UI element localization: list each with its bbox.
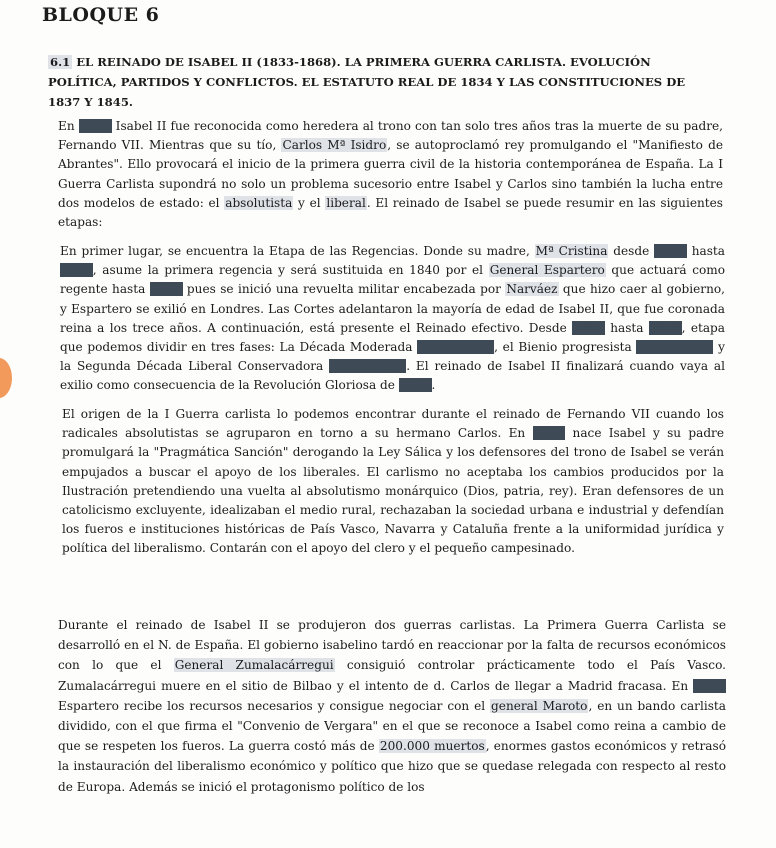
text: En primer lugar, se encuentra la Etapa de las Regencias. Donde su madre, <box>60 244 535 258</box>
text: . El reinado de Isabel II finalizará cuando vaya al exilio como consecuencia de la Revolución Gloriosa de <box>60 359 725 393</box>
highlight-year: 1868 <box>649 320 681 335</box>
text: que actuará como regente hasta <box>60 263 726 297</box>
highlight-name: Carlos Mª Isidro <box>282 138 387 153</box>
paragraph-1 <box>58 117 723 232</box>
text: y el <box>293 195 326 210</box>
text: desde <box>608 244 655 258</box>
text: . El reinado de Isabel se puede resumir en las siguientes etapas: <box>58 195 723 230</box>
text: , etapa que podemos dividir en tres fases: La Década Moderada <box>60 320 725 355</box>
highlight-year: 1843 <box>150 282 182 297</box>
highlight-year: (1844-1854) <box>418 340 494 355</box>
highlight-year: (1856-1868) <box>330 359 406 374</box>
highlight-year: (1854-1856) <box>637 340 713 355</box>
section-number: 6.1 <box>50 55 71 69</box>
text: hasta <box>686 244 725 258</box>
highlight-term: absolutista <box>225 195 293 210</box>
paragraph-2 <box>60 242 725 396</box>
highlight-term: liberal <box>326 195 366 210</box>
highlight-term: 200.000 muertos <box>379 739 485 754</box>
bloque-title: BLOQUE 6 <box>42 4 160 26</box>
text: y la Segunda Década Liberal Conservadora <box>60 340 725 374</box>
highlight-name: general Maroto <box>491 698 588 713</box>
paragraph-3 <box>62 405 724 559</box>
text: Durante el reinado de Isabel II se produjeron dos guerras carlistas. La Primera Guerra Carlista se desarrolló en el N. de España. El gobierno isabelino tardó en reaccionar por la falta de recursos económicos con lo que el <box>58 618 726 673</box>
section-title: EL REINADO DE ISABEL II (1833-1868). LA PRIMERA GUERRA CARLISTA. EVOLUCIÓN POLÍTICA, PARTIDOS Y CONFLICTOS. EL ESTATUTO REAL DE 1834 Y LAS CONSTITUCIONES DE 1837 Y 1845. <box>48 55 686 109</box>
highlight-year: 1833 <box>655 244 686 258</box>
highlight-year: 1833 <box>79 119 111 133</box>
text: nace Isabel y su padre promulgará la "Pragmática Sanción" derogando la Ley Sálica y los defensores del trono de Isabel se verán empujados a buscar el apoyo de los liberales. El carlismo no aceptaba los cambios producidos por la Ilustración pretendiendo una vuelta al absolutismo monárquico (Dios, patria, rey). Eran defensores de un catolicismo excluyente, idealizaban el medio rural, rechazaban la sociedad urbana e industrial y defendían los fueros e instituciones históricas de País Vasco, Navarra y Cataluña frente a la uniformidad jurídica y política del liberalismo. Contarán con el apoyo del clero y el pequeño campesinado. <box>62 426 724 556</box>
text: El origen de la I Guerra carlista lo podemos encontrar durante el reinado de Fernando VII cuando los radicales absolutistas se agruparon en torno a su hermano Carlos. En <box>62 407 724 441</box>
highlight-year: 1839 <box>694 678 725 693</box>
text: . <box>431 378 436 393</box>
text: Isabel II fue reconocida como heredera al trono con tan solo tres años tras la muerte de su padre, Fernando VII. Mientras que su tío, <box>58 119 723 153</box>
text: , el Bienio progresista <box>494 340 637 355</box>
highlight-year: 1868 <box>399 378 431 393</box>
highlight-name: General Zumalacárregui <box>174 658 334 673</box>
paragraph-4 <box>58 615 726 797</box>
highlight-year: 1843 <box>573 320 604 335</box>
text: , se autoproclamó rey promulgando el "Manifiesto de Abrantes". Ello provocará el inicio de la primera guerra civil de la historia contemporánea de España. La I Guerra Carlista supondrá no solo un problema sucesorio entre Isabel y Carlos sino también la lucha entre dos modelos de estado: el <box>58 138 724 210</box>
text: , asume la primera regencia y será sustituida en 1840 por el <box>92 263 489 278</box>
text: , en un bando carlista dividido, con el que firma el "Convenio de Vergara" en el que se reconoce a Isabel como reina a cambio de que se respeten los fueros. La guerra costó más de <box>58 698 726 754</box>
section-heading <box>48 52 696 112</box>
text: , enormes gastos económicos y retrasó la instauración del liberalismo económico y político que hizo que se quedase relegada con respecto al resto de Europa. Además se inició el protagonismo político de los <box>58 739 726 794</box>
text: que hizo caer al gobierno, y Espartero se exilió en Londres. Las Cortes adelantaron la mayoría de edad de Isabel II, que fue coronada reina a los trece años. A continuación, está presente el Reinado efectivo. Desde <box>60 282 726 335</box>
highlight-name: Narváez <box>506 282 558 297</box>
orange-margin-mark <box>0 358 12 398</box>
text: pues se inició una revuelta militar encabezada por <box>182 282 506 297</box>
text: En <box>58 119 79 133</box>
text: hasta <box>604 320 649 335</box>
text: consiguió controlar prácticamente todo el País Vasco. Zumalacárregui muere en el sitio de Bilbao y el intento de d. Carlos de llegar a Madrid fracasa. En <box>58 658 726 693</box>
highlight-name: Mª Cristina <box>535 244 608 258</box>
highlight-name: General Espartero <box>489 263 605 278</box>
highlight-year: 1830 <box>533 426 565 441</box>
text: Espartero recibe los recursos necesarios y consigue negociar con el <box>58 698 491 713</box>
highlight-year: 1840 <box>61 263 92 278</box>
